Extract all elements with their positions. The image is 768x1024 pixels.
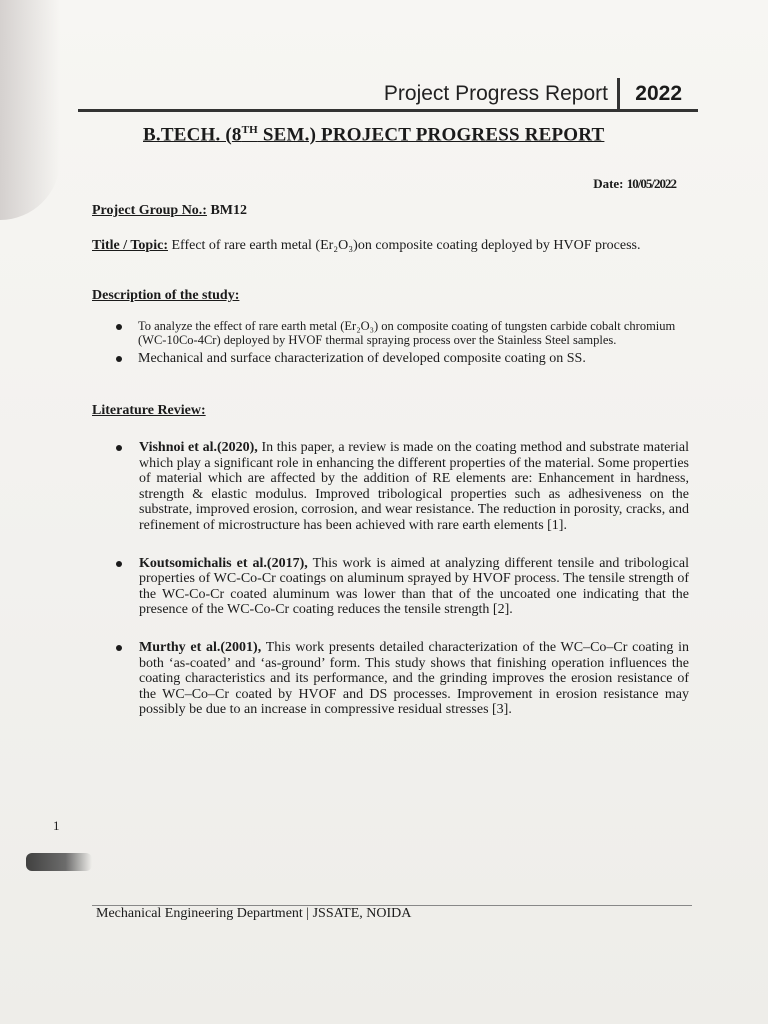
literature-author: Vishnoi et al.(2020),: [139, 440, 258, 455]
main-title-ordinal-suffix: TH: [241, 124, 258, 136]
description-item-text: To analyze the effect of rare earth metal (Er₂O₃) on composite coating of tungsten carbide cobalt chromium (WC-10Co-4Cr) deployed by HVOF thermal spraying process over the Stainless Steel samples.: [138, 319, 676, 347]
main-title: [143, 124, 643, 146]
date-line: [593, 176, 676, 192]
list-item: [115, 351, 690, 367]
bullet-icon: [116, 561, 122, 567]
literature-list: [115, 440, 689, 740]
literature-text: This work presents detailed characterization of the WC–Co–Cr coating in both ‘as-coated’ and ‘as-ground’ form. This study shows that finishing operation influences the coating characteristics and its performance, and the grinding improves the erosion resistance of the WC–Co–Cr coated by HVOF and DS processes. Improvement in erosion resistance may possibly be due to an increase in compressive residual stresses [3].: [139, 639, 689, 718]
page-edge-shadow: [0, 0, 60, 220]
header-divider: [617, 78, 620, 112]
header-year: 2022: [635, 82, 682, 105]
list-item: [115, 319, 690, 347]
list-item: [115, 640, 689, 718]
list-item: [115, 440, 689, 534]
literature-author: Murthy et al.(2001),: [139, 639, 262, 655]
footer-text: Mechanical Engineering Department | JSSATE, NOIDA: [96, 906, 412, 921]
group-label: Project Group No.:: [92, 203, 207, 218]
topic-text: Effect of rare earth metal (Er₂O₃)on composite coating deployed by HVOF process.: [171, 238, 641, 253]
ink-smudge: [26, 853, 92, 871]
bullet-icon: [116, 324, 122, 330]
literature-text: In this paper, a review is made on the coating method and substrate material which play a significant role in enhancing the different properties of the material. Some properties of material which are affected by the addition of RE elements are: Enhancement in hardness, strength & elastic modulus. Improved tribological properties such as adhesiveness on the substrate, improved erosion, corrosion, and wear resistance. The reduction in porosity, cracks, and refinement of microstructure has been achieved with rare earth elements [1].: [139, 440, 689, 533]
topic-label: Title / Topic:: [92, 238, 168, 253]
description-heading: Description of the study:: [92, 288, 240, 303]
date-label: Date:: [593, 176, 624, 191]
list-item: [115, 556, 689, 618]
page-number: 1: [53, 818, 60, 833]
topic-line: [92, 238, 692, 254]
header-title: Project Progress Report: [383, 82, 608, 105]
main-title-prefix: B.TECH. (: [143, 124, 232, 146]
literature-author: Koutsomichalis et al.(2017),: [139, 555, 308, 571]
literature-text: This work is aimed at analyzing different tensile and tribological properties of WC-Co-Cr coatings on aluminum sprayed by HVOF process. The tensile strength of the WC-Co-Cr coated aluminum was lower than that of the uncoated one indicating that the presence of the WC-Co-Cr coating reduces the tensile strength [2].: [139, 555, 690, 618]
literature-heading: Literature Review:: [92, 403, 206, 418]
bullet-icon: [116, 645, 122, 651]
description-list: [115, 319, 690, 371]
bullet-icon: [116, 445, 122, 451]
date-value: 10/05/2022: [626, 176, 676, 191]
header-rule: [78, 109, 698, 112]
description-item-text: Mechanical and surface characterization of developed composite coating on SS.: [138, 351, 586, 366]
main-title-suffix: SEM.) PROJECT PROGRESS REPORT: [257, 124, 605, 146]
main-title-ordinal: 8: [231, 124, 242, 146]
bullet-icon: [116, 356, 122, 362]
report-header: [78, 76, 698, 112]
group-value: BM12: [210, 203, 248, 218]
group-line: [92, 203, 247, 219]
